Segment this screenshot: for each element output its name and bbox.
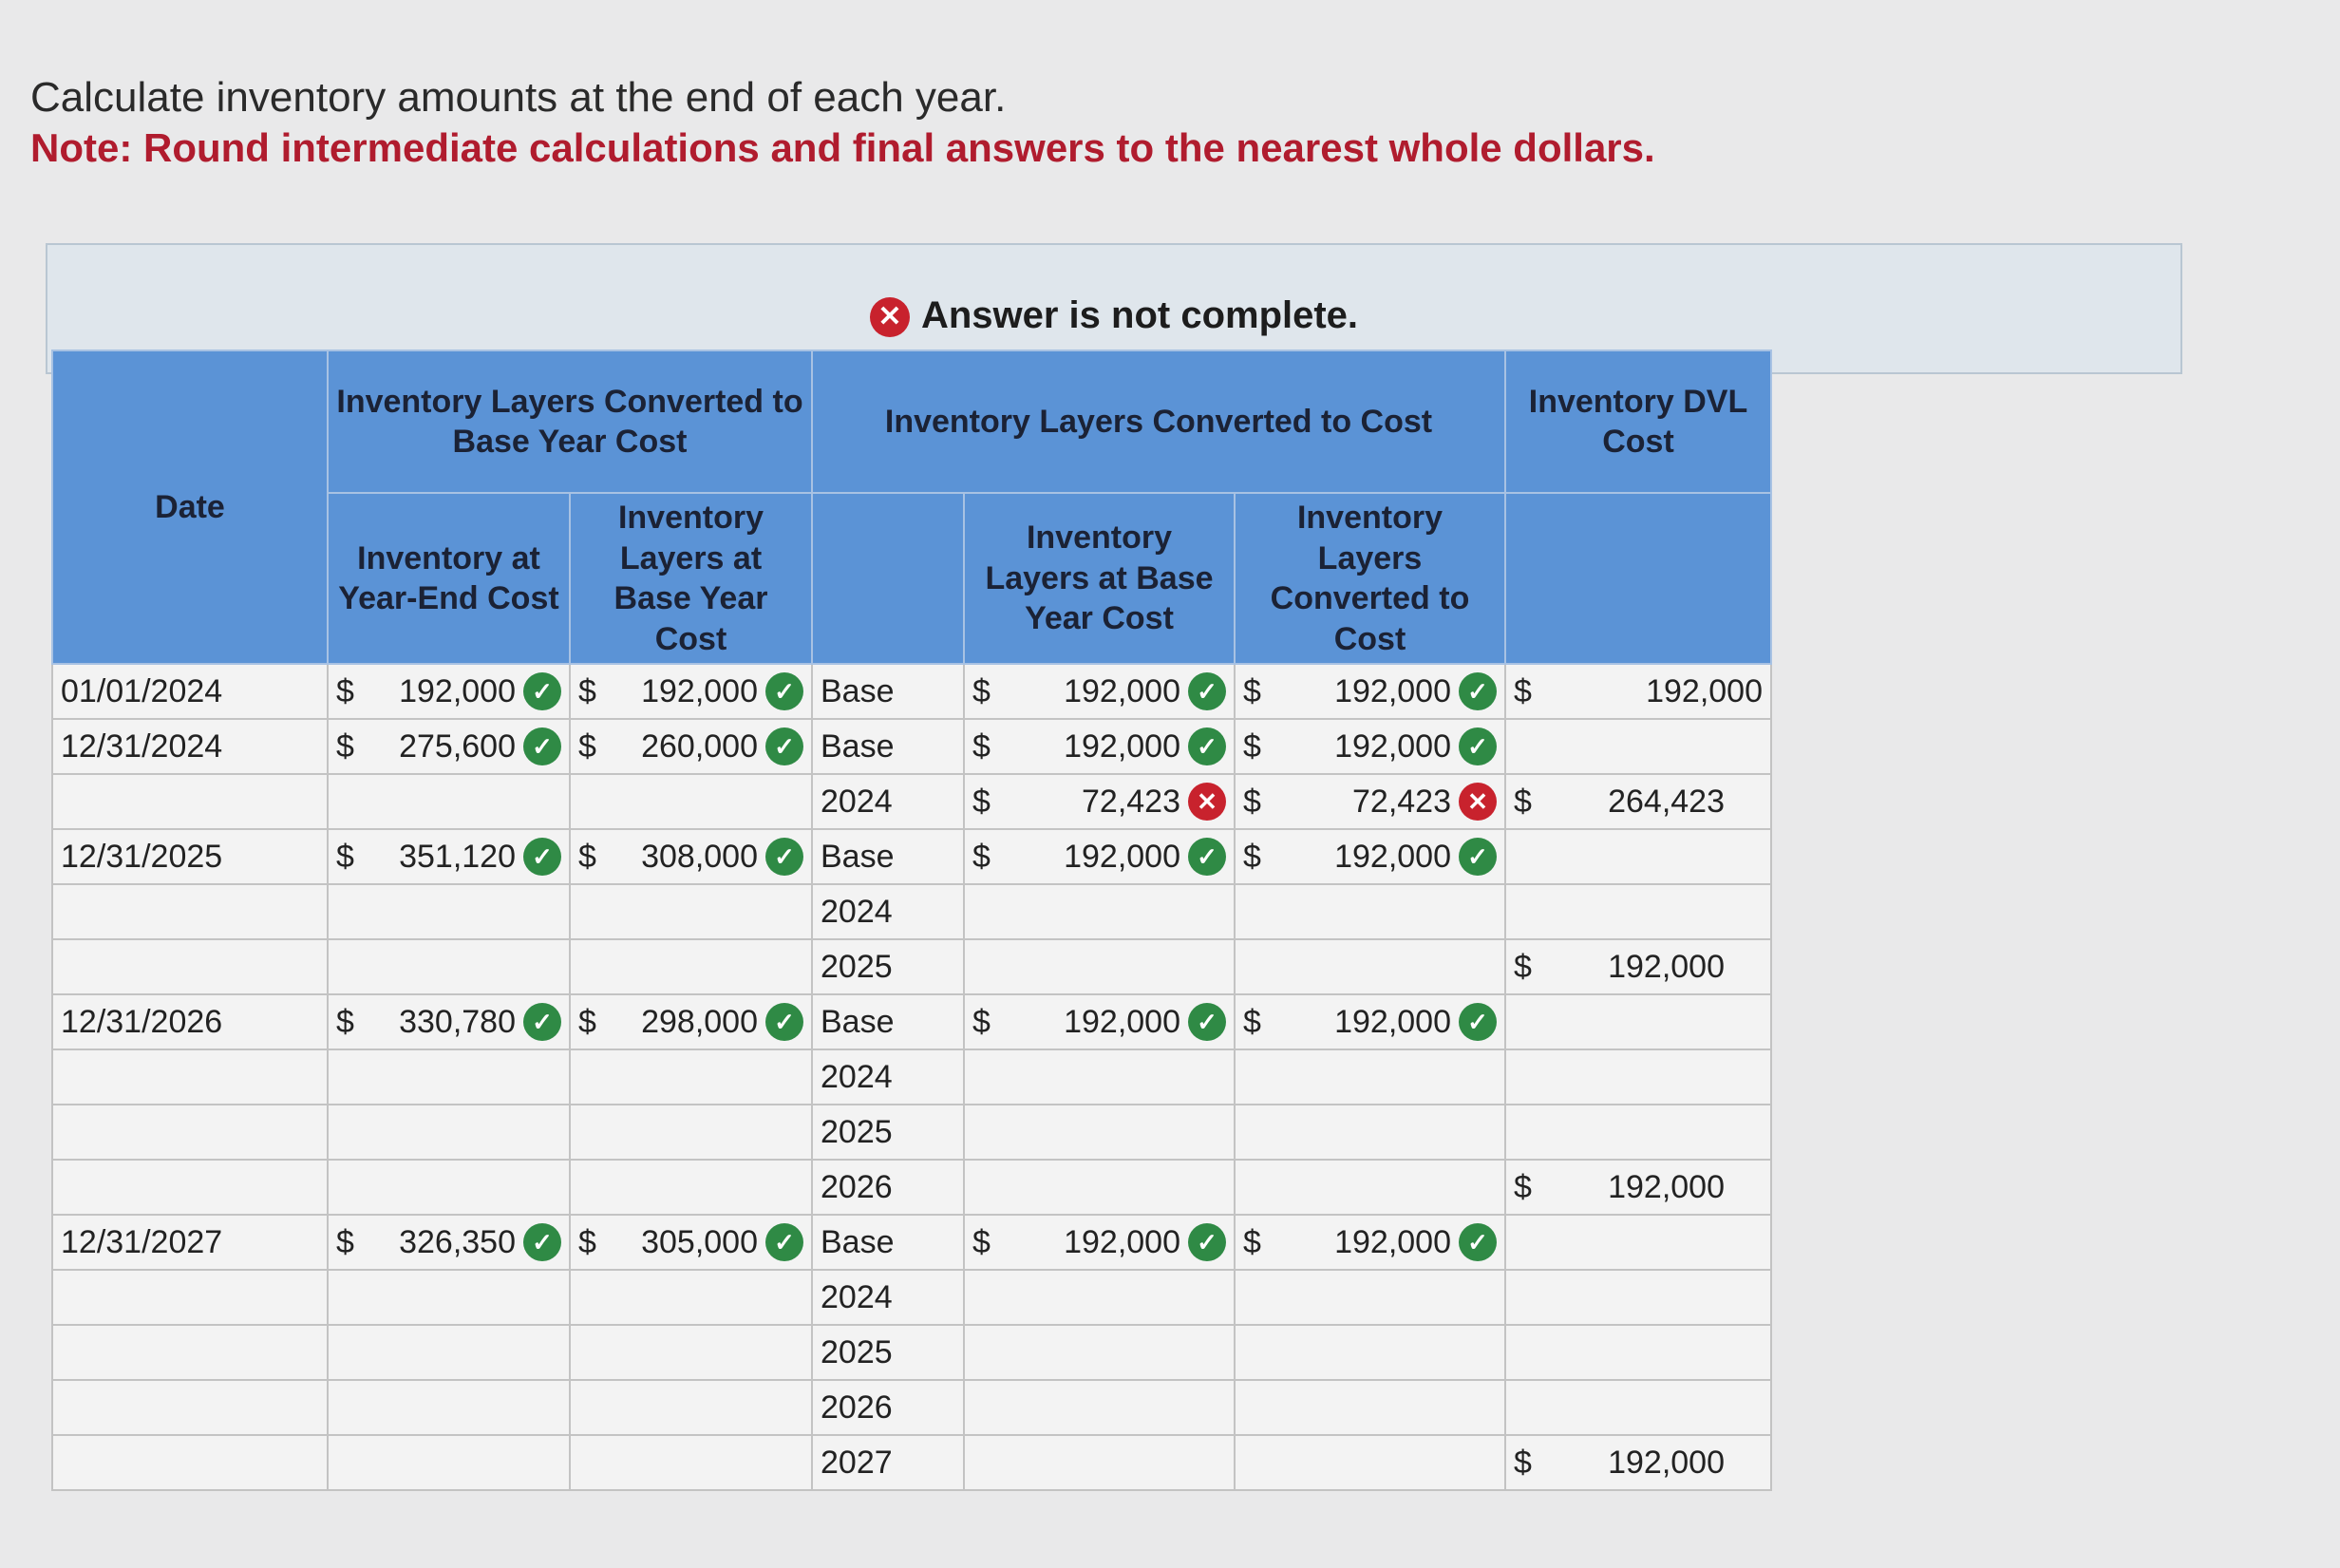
currency-sign: $ xyxy=(972,727,991,765)
table-row xyxy=(52,994,1771,1049)
date-cell: 01/01/2024 xyxy=(52,664,328,719)
layer-base-cost-cell[interactable] xyxy=(964,1325,1235,1380)
dvl-cost-cell[interactable] xyxy=(1505,994,1771,1049)
amount-value[interactable]: 298,000 xyxy=(641,1003,758,1040)
date-cell: 12/31/2026 xyxy=(52,994,328,1049)
currency-sign: $ xyxy=(336,1003,354,1040)
date-cell xyxy=(52,1160,328,1215)
check-circle-icon: ✓ xyxy=(1459,727,1497,765)
year-end-cost-cell[interactable] xyxy=(328,884,570,939)
layers-base-cell[interactable] xyxy=(570,1105,812,1160)
layer-base-cost-cell[interactable] xyxy=(964,884,1235,939)
layer-base-cost-cell[interactable] xyxy=(964,774,1235,829)
layer-label-cell: Base xyxy=(812,664,964,719)
check-circle-icon: ✓ xyxy=(523,1223,561,1261)
currency-sign: $ xyxy=(578,1223,596,1260)
header-layer-blank xyxy=(812,493,964,664)
amount-value[interactable]: 260,000 xyxy=(641,727,758,765)
date-cell xyxy=(52,1435,328,1490)
layers-base-cell[interactable] xyxy=(570,1270,812,1325)
layer-converted-cost-cell[interactable] xyxy=(1235,1325,1505,1380)
layer-converted-cost-cell[interactable] xyxy=(1235,1380,1505,1435)
table-body xyxy=(52,664,1771,1490)
amount-value[interactable]: 192,000 xyxy=(1646,672,1763,709)
layer-converted-cost-cell[interactable] xyxy=(1235,664,1505,719)
check-circle-icon: ✓ xyxy=(1188,1223,1226,1261)
layer-converted-cost-cell[interactable] xyxy=(1235,1105,1505,1160)
currency-sign: $ xyxy=(1243,1223,1261,1260)
layer-converted-cost-cell[interactable] xyxy=(1235,829,1505,884)
dvl-cost-cell[interactable] xyxy=(1505,774,1771,829)
dvl-cost-cell[interactable] xyxy=(1505,1380,1771,1435)
amount-value[interactable]: 72,423 xyxy=(1082,783,1180,820)
layers-base-cell[interactable] xyxy=(570,774,812,829)
currency-sign: $ xyxy=(972,783,991,820)
currency-sign: $ xyxy=(1243,783,1261,820)
table-row xyxy=(52,1325,1771,1380)
amount-value[interactable]: 192,000 xyxy=(1334,838,1451,875)
currency-sign: $ xyxy=(578,1003,596,1040)
amount-value[interactable]: 192,000 xyxy=(1064,727,1180,765)
layer-base-cost-cell[interactable] xyxy=(964,1435,1235,1490)
amount-value[interactable]: 192,000 xyxy=(641,672,758,709)
check-circle-icon: ✓ xyxy=(765,672,803,710)
rounding-note: Note: Round intermediate calculations and final answers to the nearest whole dollars. xyxy=(30,125,1655,170)
header-layers-base-cost: Inventory Layers at Base Year Cost xyxy=(964,493,1235,664)
layer-label-cell: Base xyxy=(812,1215,964,1270)
amount-value[interactable]: 275,600 xyxy=(399,727,516,765)
x-circle-icon: ✕ xyxy=(1188,783,1226,821)
currency-sign: $ xyxy=(1243,672,1261,709)
layer-label-cell: Base xyxy=(812,994,964,1049)
check-circle-icon: ✓ xyxy=(1459,1223,1497,1261)
amount-value[interactable]: 192,000 xyxy=(399,672,516,709)
layer-label-cell: 2025 xyxy=(812,939,964,994)
layer-label-cell: 2026 xyxy=(812,1160,964,1215)
table-row xyxy=(52,1270,1771,1325)
date-cell xyxy=(52,1380,328,1435)
check-circle-icon: ✓ xyxy=(1459,838,1497,876)
currency-sign: $ xyxy=(336,838,354,875)
currency-sign: $ xyxy=(1514,672,1532,709)
check-circle-icon: ✓ xyxy=(1188,1003,1226,1041)
dvl-cost-cell[interactable] xyxy=(1505,1215,1771,1270)
layer-converted-cost-cell[interactable] xyxy=(1235,994,1505,1049)
x-circle-icon: ✕ xyxy=(1459,783,1497,821)
amount-value[interactable]: 264,423 xyxy=(1608,783,1725,820)
header-layers-base: Inventory Layers at Base Year Cost xyxy=(570,493,812,664)
currency-sign: $ xyxy=(578,672,596,709)
date-cell xyxy=(52,884,328,939)
year-end-cost-cell[interactable] xyxy=(328,994,570,1049)
amount-value[interactable]: 326,350 xyxy=(399,1223,516,1260)
layers-base-cell[interactable] xyxy=(570,1435,812,1490)
date-cell xyxy=(52,1105,328,1160)
year-end-cost-cell[interactable] xyxy=(328,774,570,829)
table-row xyxy=(52,664,1771,719)
currency-sign: $ xyxy=(336,1223,354,1260)
check-circle-icon: ✓ xyxy=(1459,672,1497,710)
layer-converted-cost-cell[interactable] xyxy=(1235,1270,1505,1325)
date-cell xyxy=(52,1049,328,1105)
year-end-cost-cell[interactable] xyxy=(328,1380,570,1435)
layers-base-cell[interactable] xyxy=(570,1325,812,1380)
table-row xyxy=(52,1380,1771,1435)
instruction-text: Calculate inventory amounts at the end of each year. xyxy=(30,74,1007,121)
layer-converted-cost-cell[interactable] xyxy=(1235,1215,1505,1270)
currency-sign: $ xyxy=(336,727,354,765)
currency-sign: $ xyxy=(972,838,991,875)
year-end-cost-cell[interactable] xyxy=(328,1435,570,1490)
layer-base-cost-cell[interactable] xyxy=(964,1049,1235,1105)
header-layers-converted: Inventory Layers Converted to Cost xyxy=(1235,493,1505,664)
check-circle-icon: ✓ xyxy=(1459,1003,1497,1041)
amount-value[interactable]: 308,000 xyxy=(641,838,758,875)
dvl-cost-cell[interactable] xyxy=(1505,1325,1771,1380)
year-end-cost-cell[interactable] xyxy=(328,664,570,719)
layer-converted-cost-cell[interactable] xyxy=(1235,719,1505,774)
amount-value[interactable]: 192,000 xyxy=(1064,838,1180,875)
year-end-cost-cell[interactable] xyxy=(328,1160,570,1215)
layer-base-cost-cell[interactable] xyxy=(964,719,1235,774)
amount-value[interactable]: 72,423 xyxy=(1352,783,1451,820)
table-row xyxy=(52,1160,1771,1215)
layers-base-cell[interactable] xyxy=(570,884,812,939)
date-cell xyxy=(52,939,328,994)
year-end-cost-cell[interactable] xyxy=(328,719,570,774)
x-circle-icon: ✕ xyxy=(870,297,910,337)
amount-value[interactable]: 192,000 xyxy=(1064,1003,1180,1040)
table-row xyxy=(52,939,1771,994)
year-end-cost-cell[interactable] xyxy=(328,1105,570,1160)
amount-value[interactable]: 192,000 xyxy=(1064,672,1180,709)
check-circle-icon: ✓ xyxy=(1188,727,1226,765)
layer-label-cell: 2026 xyxy=(812,1380,964,1435)
layer-base-cost-cell[interactable] xyxy=(964,1105,1235,1160)
layer-label-cell: 2025 xyxy=(812,1105,964,1160)
layer-base-cost-cell[interactable] xyxy=(964,1160,1235,1215)
year-end-cost-cell[interactable] xyxy=(328,939,570,994)
layer-label-cell: 2025 xyxy=(812,1325,964,1380)
check-circle-icon: ✓ xyxy=(523,1003,561,1041)
layers-base-cell[interactable] xyxy=(570,1049,812,1105)
check-circle-icon: ✓ xyxy=(765,1003,803,1041)
check-circle-icon: ✓ xyxy=(765,1223,803,1261)
amount-value[interactable]: 192,000 xyxy=(1608,1444,1725,1481)
layer-base-cost-cell[interactable] xyxy=(964,1380,1235,1435)
dvl-inventory-table xyxy=(51,349,1772,1491)
layer-label-cell: 2024 xyxy=(812,1270,964,1325)
check-circle-icon: ✓ xyxy=(1188,838,1226,876)
table-row xyxy=(52,829,1771,884)
layers-base-cell[interactable] xyxy=(570,994,812,1049)
amount-value[interactable]: 305,000 xyxy=(641,1223,758,1260)
dvl-cost-cell[interactable] xyxy=(1505,1435,1771,1490)
amount-value[interactable]: 192,000 xyxy=(1334,1223,1451,1260)
table-row xyxy=(52,1215,1771,1270)
year-end-cost-cell[interactable] xyxy=(328,1215,570,1270)
date-cell: 12/31/2025 xyxy=(52,829,328,884)
amount-value[interactable]: 330,780 xyxy=(399,1003,516,1040)
amount-value[interactable]: 192,000 xyxy=(1064,1223,1180,1260)
layer-converted-cost-cell[interactable] xyxy=(1235,1435,1505,1490)
layer-label-cell: 2024 xyxy=(812,774,964,829)
currency-sign: $ xyxy=(578,838,596,875)
header-cost-group: Inventory Layers Converted to Cost xyxy=(812,350,1505,493)
layer-converted-cost-cell[interactable] xyxy=(1235,774,1505,829)
amount-value[interactable]: 192,000 xyxy=(1334,1003,1451,1040)
layers-base-cell[interactable] xyxy=(570,1215,812,1270)
date-cell xyxy=(52,1325,328,1380)
layer-base-cost-cell[interactable] xyxy=(964,1270,1235,1325)
check-circle-icon: ✓ xyxy=(1188,672,1226,710)
date-cell xyxy=(52,774,328,829)
header-year-end: Inventory at Year-End Cost xyxy=(328,493,570,664)
layer-converted-cost-cell[interactable] xyxy=(1235,939,1505,994)
layer-converted-cost-cell[interactable] xyxy=(1235,884,1505,939)
header-base-group: Inventory Layers Converted to Base Year Cost xyxy=(328,350,812,493)
date-cell: 12/31/2027 xyxy=(52,1215,328,1270)
layer-label-cell: Base xyxy=(812,719,964,774)
currency-sign: $ xyxy=(1514,1444,1532,1481)
dvl-cost-cell[interactable] xyxy=(1505,939,1771,994)
layers-base-cell[interactable] xyxy=(570,664,812,719)
layer-base-cost-cell[interactable] xyxy=(964,829,1235,884)
dvl-cost-cell[interactable] xyxy=(1505,1160,1771,1215)
dvl-cost-cell[interactable] xyxy=(1505,884,1771,939)
table-row xyxy=(52,1105,1771,1160)
currency-sign: $ xyxy=(1514,783,1532,820)
dvl-cost-cell[interactable] xyxy=(1505,664,1771,719)
currency-sign: $ xyxy=(972,1003,991,1040)
dvl-cost-cell[interactable] xyxy=(1505,829,1771,884)
dvl-cost-cell[interactable] xyxy=(1505,1105,1771,1160)
table-row xyxy=(52,1049,1771,1105)
layer-base-cost-cell[interactable] xyxy=(964,1215,1235,1270)
dvl-cost-cell[interactable] xyxy=(1505,719,1771,774)
header-dvl: Inventory DVL Cost xyxy=(1505,350,1771,493)
layer-converted-cost-cell[interactable] xyxy=(1235,1160,1505,1215)
layer-label-cell: 2024 xyxy=(812,884,964,939)
banner-text: Answer is not complete. xyxy=(920,294,1359,336)
layer-label-cell: 2027 xyxy=(812,1435,964,1490)
currency-sign: $ xyxy=(972,672,991,709)
layers-base-cell[interactable] xyxy=(570,1380,812,1435)
currency-sign: $ xyxy=(336,672,354,709)
table-row xyxy=(52,774,1771,829)
layer-converted-cost-cell[interactable] xyxy=(1235,1049,1505,1105)
layers-base-cell[interactable] xyxy=(570,1160,812,1215)
check-circle-icon: ✓ xyxy=(523,727,561,765)
layer-base-cost-cell[interactable] xyxy=(964,664,1235,719)
currency-sign: $ xyxy=(578,727,596,765)
header-date: Date xyxy=(52,350,328,664)
check-circle-icon: ✓ xyxy=(765,838,803,876)
date-cell xyxy=(52,1270,328,1325)
currency-sign: $ xyxy=(1243,1003,1261,1040)
currency-sign: $ xyxy=(1243,727,1261,765)
year-end-cost-cell[interactable] xyxy=(328,1270,570,1325)
year-end-cost-cell[interactable] xyxy=(328,1325,570,1380)
year-end-cost-cell[interactable] xyxy=(328,829,570,884)
layer-base-cost-cell[interactable] xyxy=(964,939,1235,994)
layer-label-cell: Base xyxy=(812,829,964,884)
amount-value[interactable]: 351,120 xyxy=(399,838,516,875)
amount-value[interactable]: 192,000 xyxy=(1334,727,1451,765)
dvl-cost-cell[interactable] xyxy=(1505,1049,1771,1105)
table-row xyxy=(52,719,1771,774)
layer-base-cost-cell[interactable] xyxy=(964,994,1235,1049)
table-row xyxy=(52,1435,1771,1490)
header-dvl-blank xyxy=(1505,493,1771,664)
layers-base-cell[interactable] xyxy=(570,719,812,774)
amount-value[interactable]: 192,000 xyxy=(1334,672,1451,709)
layers-base-cell[interactable] xyxy=(570,939,812,994)
check-circle-icon: ✓ xyxy=(765,727,803,765)
table-row xyxy=(52,884,1771,939)
currency-sign: $ xyxy=(1243,838,1261,875)
check-circle-icon: ✓ xyxy=(523,838,561,876)
amount-value[interactable]: 192,000 xyxy=(1608,1168,1725,1205)
date-cell: 12/31/2024 xyxy=(52,719,328,774)
layer-label-cell: 2024 xyxy=(812,1049,964,1105)
year-end-cost-cell[interactable] xyxy=(328,1049,570,1105)
currency-sign: $ xyxy=(972,1223,991,1260)
dvl-cost-cell[interactable] xyxy=(1505,1270,1771,1325)
currency-sign: $ xyxy=(1514,948,1532,985)
amount-value[interactable]: 192,000 xyxy=(1608,948,1725,985)
currency-sign: $ xyxy=(1514,1168,1532,1205)
check-circle-icon: ✓ xyxy=(523,672,561,710)
layers-base-cell[interactable] xyxy=(570,829,812,884)
